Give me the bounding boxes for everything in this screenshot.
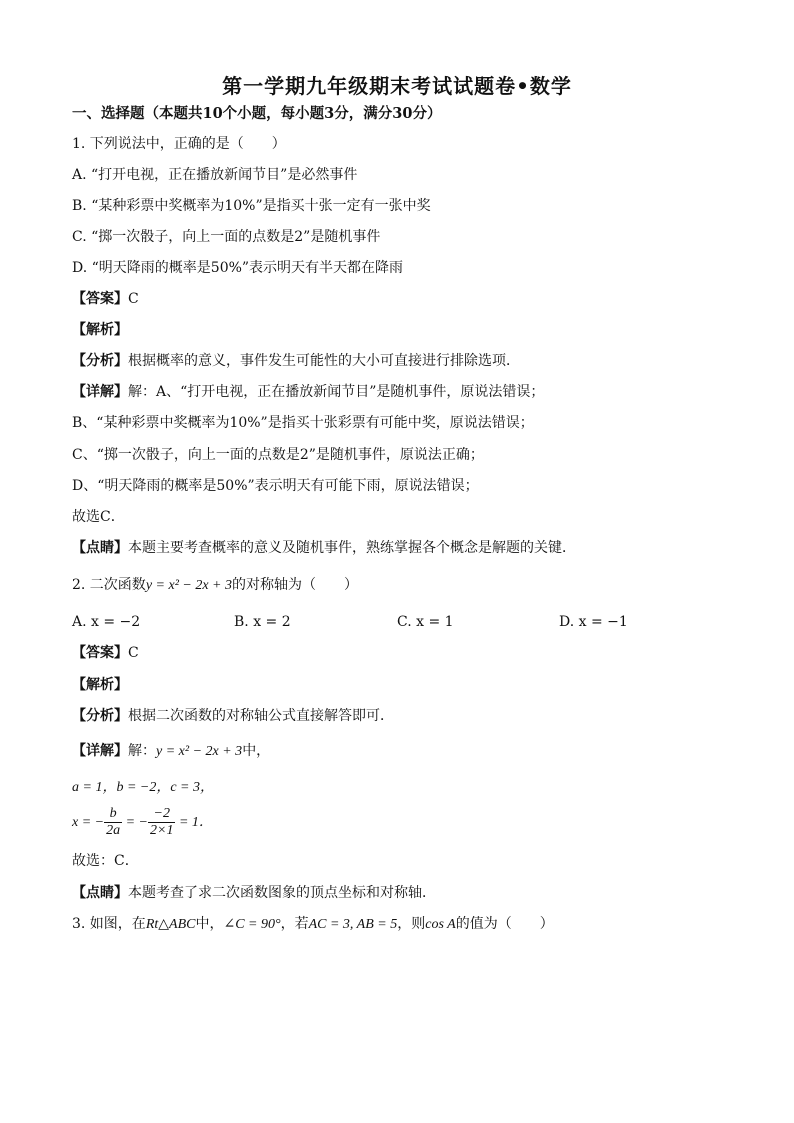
q2-fenxi — [72, 706, 394, 726]
calc-mid: = − — [122, 815, 149, 830]
answer-value: C — [128, 645, 139, 661]
q1-option-d: D. “明天降雨的概率是50%”表示明天有半天都在降雨 — [72, 260, 404, 276]
q2-choose: 故选：C． — [72, 853, 139, 869]
fenxi-text: 根据二次函数的对称轴公式直接解答即可． — [128, 708, 394, 724]
q2-stem-prefix: 2. 二次函数 — [72, 577, 146, 593]
answer-value: C — [128, 291, 139, 307]
q2-option-b: B. x = 2 — [234, 614, 291, 630]
fenxi-text: 根据概率的意义，事件发生可能性的大小可直接进行排除选项． — [128, 353, 520, 369]
q2-xiangjie — [72, 741, 270, 762]
q2-option-d: D. x = −1 — [559, 614, 628, 630]
q3-angle: ∠C = 90° — [223, 917, 281, 932]
q1-option-b: B. “某种彩票中奖概率为10%”是指买十张一定有一张中奖 — [72, 198, 431, 214]
dianjing-text: 本题考查了求二次函数图象的顶点坐标和对称轴． — [128, 885, 436, 901]
section-heading: 一、选择题（本题共10个小题，每小题3分，满分30分） — [72, 105, 442, 122]
q1-xiangjie-line-1 — [72, 382, 544, 402]
page-title: 第一学期九年级期末考试试题卷•数学 — [222, 74, 572, 98]
fraction-b-over-2a — [104, 806, 122, 839]
q1-option-c: C. “掷一次骰子，向上一面的点数是2”是随机事件 — [72, 229, 381, 245]
q2-analysis-tag: 【解析】 — [72, 677, 128, 693]
q3-stem-mid3: ，则 — [397, 916, 426, 932]
q1-dianjing — [72, 538, 576, 558]
xiangjie-tag: 【详解】 — [72, 384, 128, 400]
q1-fenxi — [72, 351, 520, 371]
dianjing-text: 本题主要考查概率的意义及随机事件，熟练掌握各个概念是解题的关键． — [128, 540, 576, 556]
q1-option-a: A. “打开电视，正在播放新闻节目”是必然事件 — [72, 167, 358, 183]
q1-xiangjie-line-3: C、“掷一次骰子，向上一面的点数是2”是随机事件，原说法正确； — [72, 447, 484, 463]
fenxi-tag: 【分析】 — [72, 353, 128, 369]
q2-calculation — [72, 804, 213, 841]
q1-analysis-tag: 【解析】 — [72, 322, 128, 338]
answer-tag: 【答案】 — [72, 291, 128, 307]
q2-option-c: C. x = 1 — [397, 614, 454, 630]
q3-triangle: Rt△ABC — [145, 917, 196, 932]
xiangjie-suffix: 中， — [242, 743, 271, 759]
dianjing-tag: 【点睛】 — [72, 885, 128, 901]
q1-xiangjie-line-2: B、“某种彩票中奖概率为10%”是指买十张彩票有可能中奖，原说法错误； — [72, 415, 534, 431]
fraction-denominator: 2a — [106, 822, 121, 838]
q3-stem-suffix: 的值为（ ） — [455, 916, 554, 932]
dianjing-tag: 【点睛】 — [72, 540, 128, 556]
q2-stem — [72, 575, 358, 596]
q3-sides: AC = 3, AB = 5 — [308, 917, 398, 932]
q1-xiangjie-line-4: D、“明天降雨的概率是50%”表示明天有可能下雨，原说法错误； — [72, 478, 479, 494]
q1-stem: 1. 下列说法中，正确的是（ ） — [72, 136, 286, 152]
fraction-numeric — [148, 806, 175, 839]
xiangjie-formula: y = x² − 2x + 3 — [156, 744, 243, 759]
q3-stem-mid1: 中， — [195, 916, 224, 932]
q2-option-a: A. x = −2 — [72, 614, 141, 630]
answer-tag: 【答案】 — [72, 645, 128, 661]
fenxi-tag: 【分析】 — [72, 708, 128, 724]
q1-choose: 故选C． — [72, 509, 125, 525]
xiangjie-prefix: 解： — [128, 743, 156, 759]
q3-stem-prefix: 3. 如图，在 — [72, 916, 146, 932]
q1-answer — [72, 289, 139, 309]
q2-stem-formula: y = x² − 2x + 3 — [145, 578, 232, 593]
q2-dianjing — [72, 883, 436, 903]
q3-stem-mid2: ，若 — [280, 916, 309, 932]
fraction-numerator: b — [104, 806, 122, 823]
xiangjie-tag: 【详解】 — [72, 743, 128, 759]
q2-answer — [72, 643, 139, 663]
xiangjie-text: 解：A、“打开电视，正在播放新闻节目”是随机事件，原说法错误； — [128, 384, 545, 400]
q3-stem — [72, 914, 554, 935]
q2-coefficients: a = 1，b = −2，c = 3， — [72, 780, 215, 795]
q3-cos: cos A — [425, 917, 456, 932]
q2-stem-suffix: 的对称轴为（ ） — [232, 577, 358, 593]
fraction-numerator: −2 — [148, 806, 175, 823]
calc-right: = 1． — [175, 815, 213, 830]
fraction-denominator: 2×1 — [150, 822, 174, 838]
calc-left: x = − — [72, 815, 105, 830]
